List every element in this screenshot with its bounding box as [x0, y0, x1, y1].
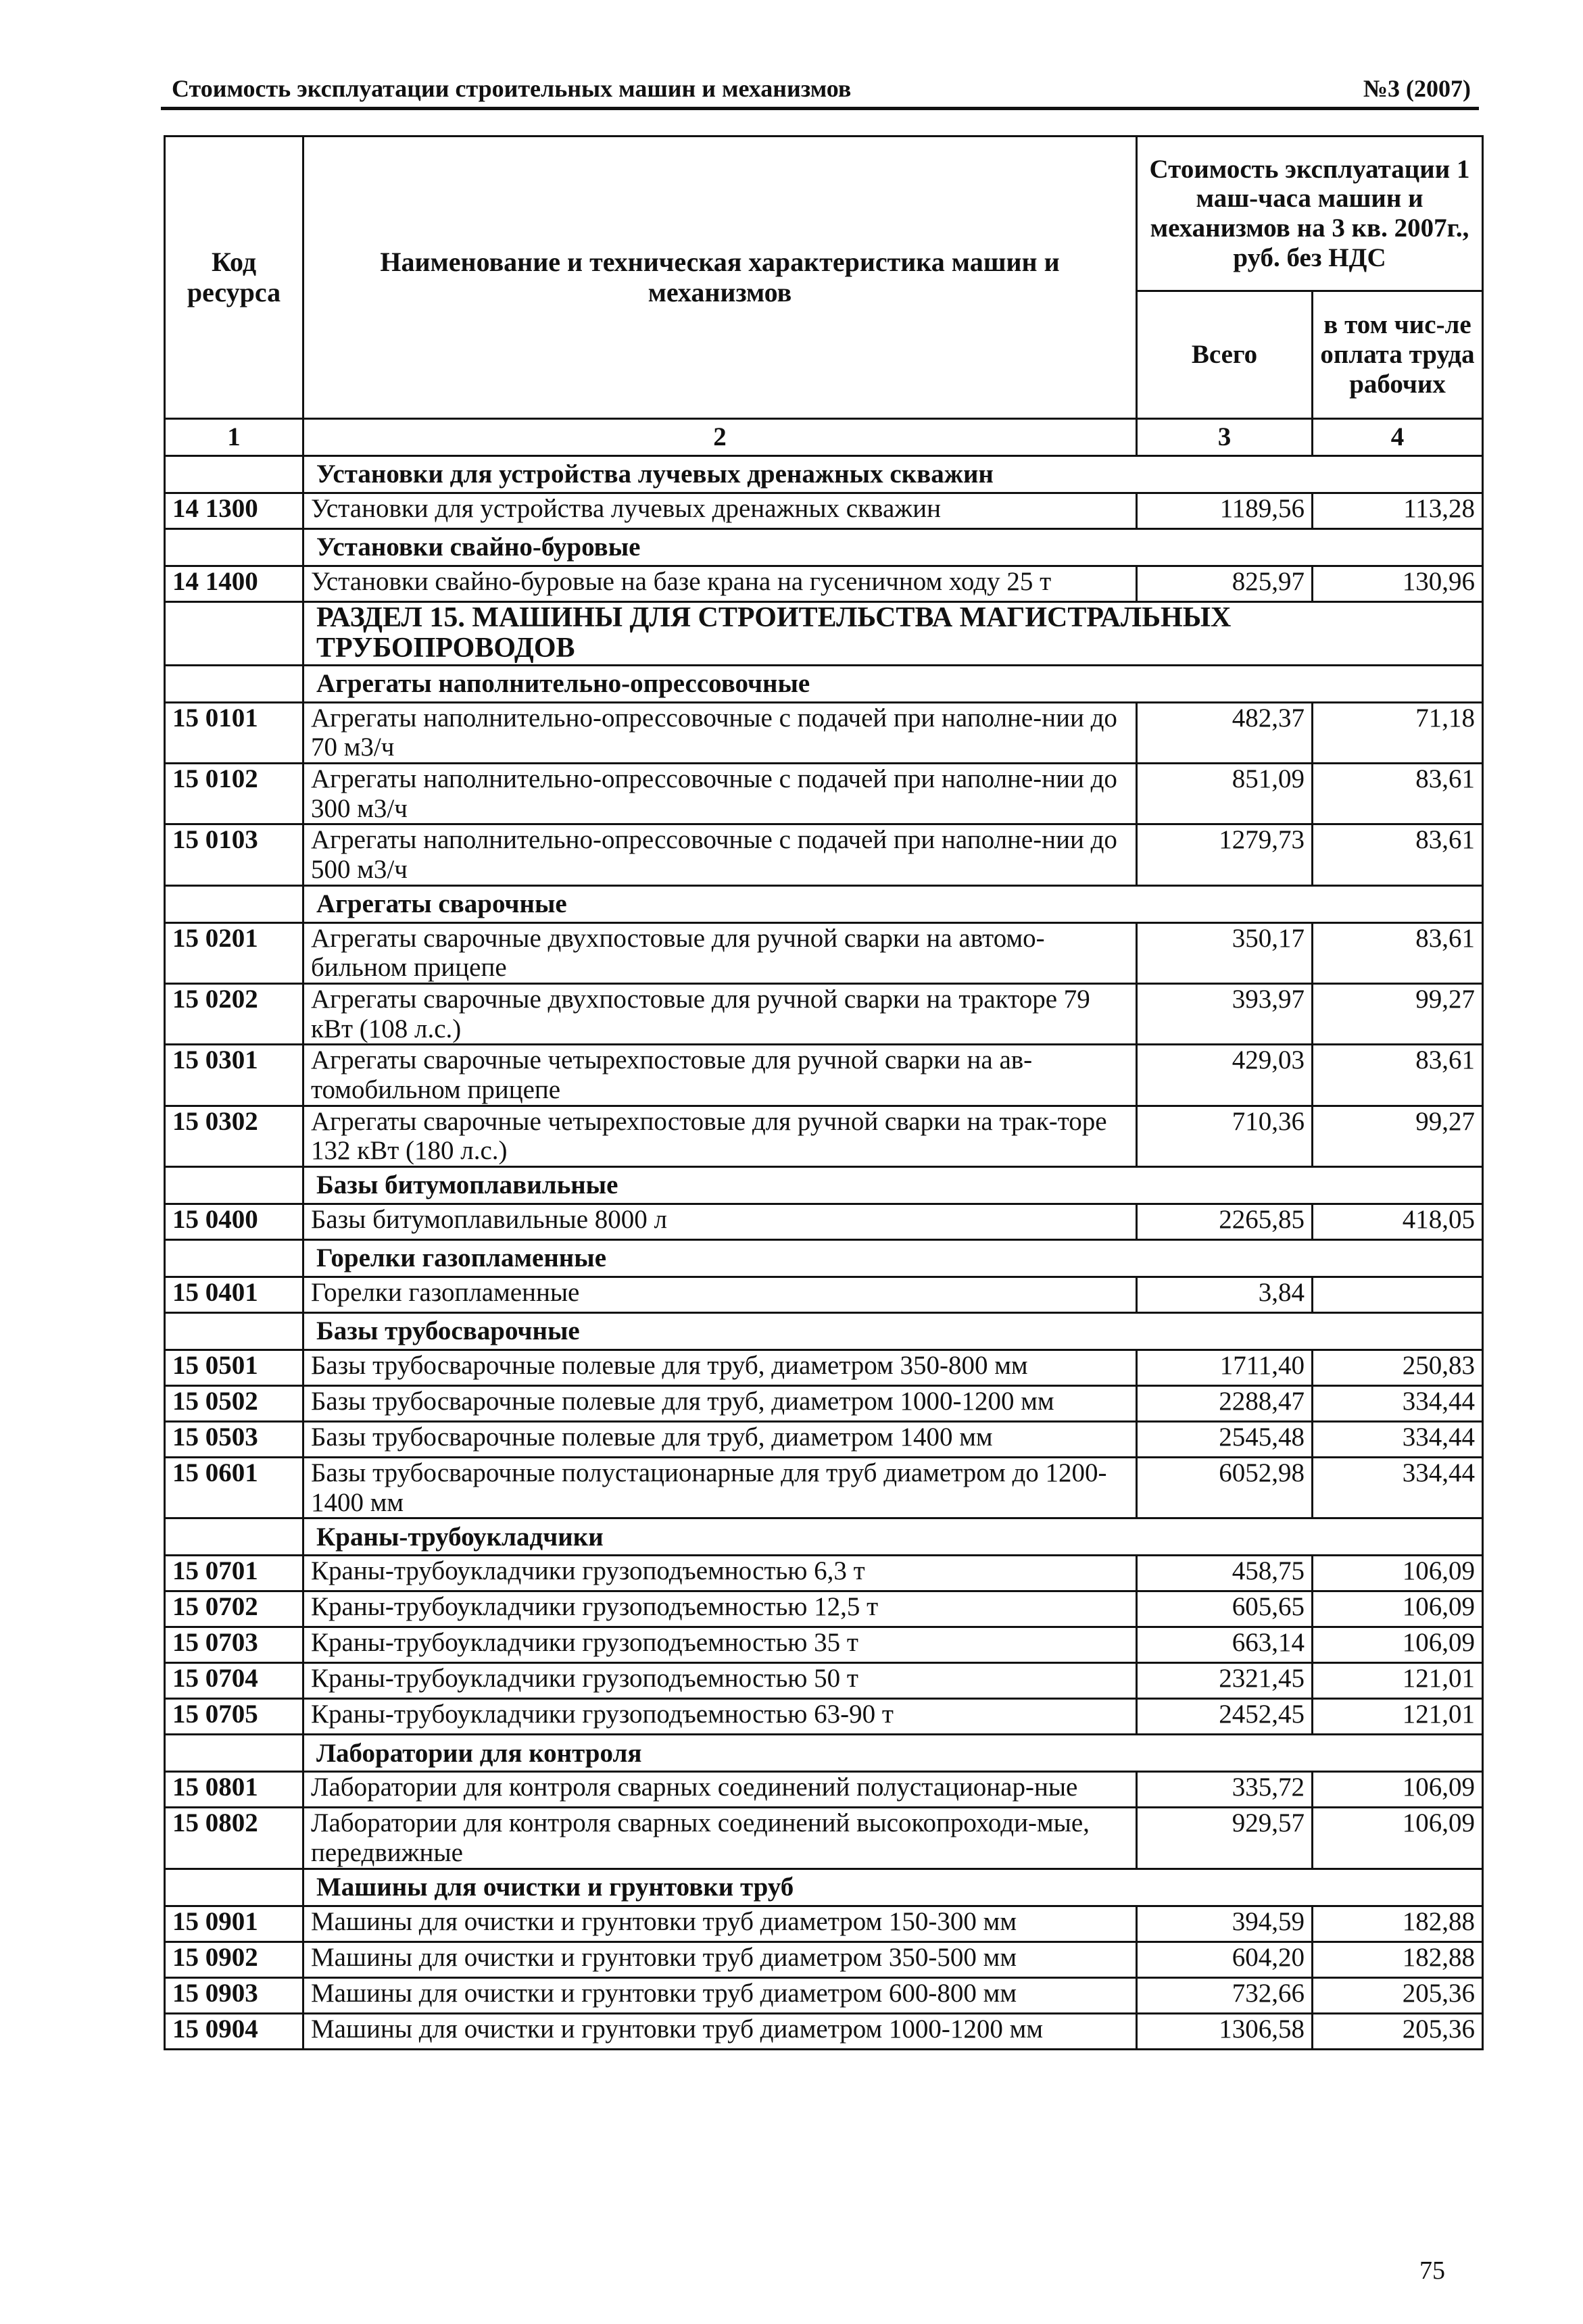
labor-cost — [1313, 1277, 1483, 1313]
table-row — [165, 1386, 1483, 1422]
resource-code: 15 0705 — [165, 1699, 303, 1735]
column-number: 1 — [165, 419, 303, 456]
resource-code: 15 0701 — [165, 1556, 303, 1591]
column-header-cost: Стоимость эксплуатации 1 маш-часа машин и механизмов на 3 кв. 2007г., руб. без НДС — [1137, 137, 1483, 291]
table-row — [165, 493, 1483, 529]
resource-code: 15 0101 — [165, 702, 303, 763]
total-cost: 851,09 — [1137, 764, 1313, 824]
total-cost: 1306,58 — [1137, 2013, 1313, 2049]
total-cost: 393,97 — [1137, 984, 1313, 1045]
labor-cost: 205,36 — [1313, 1977, 1483, 2013]
labor-cost: 83,61 — [1313, 922, 1483, 983]
resource-code: 15 0704 — [165, 1663, 303, 1699]
labor-cost: 106,09 — [1313, 1808, 1483, 1869]
column-header-code: Код ресурса — [165, 137, 303, 419]
total-cost: 429,03 — [1137, 1045, 1313, 1106]
labor-cost: 106,09 — [1313, 1591, 1483, 1627]
column-number-row — [165, 419, 1483, 456]
machine-name: Агрегаты наполнительно-опрессовочные с подачей при наполне-нии до 500 м3/ч — [303, 824, 1137, 885]
labor-cost: 250,83 — [1313, 1350, 1483, 1386]
table-row — [165, 1422, 1483, 1458]
machine-name: Краны-трубоукладчики грузоподъемностью 12,5 т — [303, 1591, 1137, 1627]
labor-cost: 205,36 — [1313, 2013, 1483, 2049]
machine-cost-table — [164, 135, 1484, 2050]
group-heading-row — [165, 1167, 1483, 1204]
empty-code-cell — [165, 1869, 303, 1906]
total-cost: 3,84 — [1137, 1277, 1313, 1313]
table-row — [165, 1556, 1483, 1591]
group-title: Базы битумоплавильные — [303, 1167, 1483, 1204]
table-row — [165, 1350, 1483, 1386]
page-number: 75 — [1419, 2256, 1445, 2285]
resource-code: 15 0201 — [165, 922, 303, 983]
group-heading-row — [165, 1869, 1483, 1906]
machine-name: Агрегаты сварочные четырехпостовые для ручной сварки на трак-торе 132 кВт (180 л.с.) — [303, 1106, 1137, 1166]
machine-name: Агрегаты наполнительно-опрессовочные с подачей при наполне-нии до 70 м3/ч — [303, 702, 1137, 763]
resource-code: 14 1300 — [165, 493, 303, 529]
total-cost: 605,65 — [1137, 1591, 1313, 1627]
machine-name: Базы трубосварочные полевые для труб, диаметром 1400 мм — [303, 1422, 1137, 1458]
group-title: Установки для устройства лучевых дренажных скважин — [303, 456, 1483, 493]
table-row — [165, 566, 1483, 602]
empty-code-cell — [165, 1735, 303, 1772]
group-heading-row — [165, 1313, 1483, 1350]
labor-cost: 83,61 — [1313, 1045, 1483, 1106]
group-heading-row — [165, 456, 1483, 493]
resource-code: 15 0601 — [165, 1458, 303, 1518]
table-row — [165, 984, 1483, 1045]
machine-name: Агрегаты наполнительно-опрессовочные с подачей при наполне-нии до 300 м3/ч — [303, 764, 1137, 824]
machine-name: Машины для очистки и грунтовки труб диаметром 150-300 мм — [303, 1906, 1137, 1942]
machine-name: Машины для очистки и грунтовки труб диаметром 1000-1200 мм — [303, 2013, 1137, 2049]
resource-code: 15 0202 — [165, 984, 303, 1045]
table-row — [165, 764, 1483, 824]
labor-cost: 99,27 — [1313, 984, 1483, 1045]
group-title: Краны-трубоукладчики — [303, 1518, 1483, 1556]
machine-name: Машины для очистки и грунтовки труб диаметром 600-800 мм — [303, 1977, 1137, 2013]
labor-cost: 334,44 — [1313, 1458, 1483, 1518]
machine-name: Краны-трубоукладчики грузоподъемностью 6,3 т — [303, 1556, 1137, 1591]
running-header — [161, 73, 1479, 110]
labor-cost: 334,44 — [1313, 1386, 1483, 1422]
table-row — [165, 1906, 1483, 1942]
empty-code-cell — [165, 602, 303, 666]
labor-cost: 121,01 — [1313, 1699, 1483, 1735]
machine-name: Установки для устройства лучевых дренажных скважин — [303, 493, 1137, 529]
group-title: Лаборатории для контроля — [303, 1735, 1483, 1772]
column-number: 4 — [1313, 419, 1483, 456]
machine-name: Агрегаты сварочные двухпостовые для ручной сварки на тракторе 79 кВт (108 л.с.) — [303, 984, 1137, 1045]
labor-cost: 106,09 — [1313, 1772, 1483, 1808]
group-title: Машины для очистки и грунтовки труб — [303, 1869, 1483, 1906]
labor-cost: 418,05 — [1313, 1204, 1483, 1240]
labor-cost: 106,09 — [1313, 1556, 1483, 1591]
resource-code: 15 0802 — [165, 1808, 303, 1869]
table-row — [165, 1277, 1483, 1313]
table-row — [165, 1591, 1483, 1627]
column-number: 3 — [1137, 419, 1313, 456]
resource-code: 15 0102 — [165, 764, 303, 824]
total-cost: 604,20 — [1137, 1942, 1313, 1977]
labor-cost: 99,27 — [1313, 1106, 1483, 1166]
section-heading-row — [165, 602, 1483, 666]
labor-cost: 113,28 — [1313, 493, 1483, 529]
group-title: Базы трубосварочные — [303, 1313, 1483, 1350]
labor-cost: 130,96 — [1313, 566, 1483, 602]
table-row — [165, 922, 1483, 983]
resource-code: 15 0301 — [165, 1045, 303, 1106]
total-cost: 394,59 — [1137, 1906, 1313, 1942]
group-heading-row — [165, 1240, 1483, 1277]
column-header-name: Наименование и техническая характеристика машин и механизмов — [303, 137, 1137, 419]
machine-name: Краны-трубоукладчики грузоподъемностью 50 т — [303, 1663, 1137, 1699]
machine-name: Установки свайно-буровые на базе крана на гусеничном ходу 25 т — [303, 566, 1137, 602]
group-title: Агрегаты сварочные — [303, 885, 1483, 922]
table-row — [165, 702, 1483, 763]
table-row — [165, 1106, 1483, 1166]
column-number: 2 — [303, 419, 1137, 456]
total-cost: 929,57 — [1137, 1808, 1313, 1869]
empty-code-cell — [165, 1518, 303, 1556]
total-cost: 2288,47 — [1137, 1386, 1313, 1422]
labor-cost: 182,88 — [1313, 1942, 1483, 1977]
group-heading-row — [165, 1735, 1483, 1772]
total-cost: 2321,45 — [1137, 1663, 1313, 1699]
group-heading-row — [165, 665, 1483, 702]
machine-name: Краны-трубоукладчики грузоподъемностью 35 т — [303, 1627, 1137, 1663]
labor-cost: 83,61 — [1313, 764, 1483, 824]
table-body — [165, 456, 1483, 2050]
machine-name: Лаборатории для контроля сварных соединений высокопроходи-мые, передвижные — [303, 1808, 1137, 1869]
table-row — [165, 2013, 1483, 2049]
resource-code: 15 0903 — [165, 1977, 303, 2013]
table-row — [165, 1627, 1483, 1663]
resource-code: 15 0904 — [165, 2013, 303, 2049]
table-row — [165, 1772, 1483, 1808]
empty-code-cell — [165, 456, 303, 493]
resource-code: 15 0501 — [165, 1350, 303, 1386]
table-row — [165, 1977, 1483, 2013]
total-cost: 350,17 — [1137, 922, 1313, 983]
empty-code-cell — [165, 1167, 303, 1204]
header-issue: №3 (2007) — [1363, 75, 1471, 102]
resource-code: 15 0401 — [165, 1277, 303, 1313]
total-cost: 732,66 — [1137, 1977, 1313, 2013]
labor-cost: 106,09 — [1313, 1627, 1483, 1663]
resource-code: 15 0703 — [165, 1627, 303, 1663]
labor-cost: 121,01 — [1313, 1663, 1483, 1699]
table-row — [165, 1699, 1483, 1735]
empty-code-cell — [165, 885, 303, 922]
total-cost: 335,72 — [1137, 1772, 1313, 1808]
resource-code: 15 0302 — [165, 1106, 303, 1166]
resource-code: 15 0901 — [165, 1906, 303, 1942]
group-title: Агрегаты наполнительно-опрессовочные — [303, 665, 1483, 702]
resource-code: 15 0702 — [165, 1591, 303, 1627]
section-title: РАЗДЕЛ 15. МАШИНЫ ДЛЯ СТРОИТЕЛЬСТВА МАГИСТРАЛЬНЫХ ТРУБОПРОВОДОВ — [303, 602, 1483, 666]
group-title: Установки свайно-буровые — [303, 529, 1483, 566]
total-cost: 1279,73 — [1137, 824, 1313, 885]
group-title: Горелки газопламенные — [303, 1240, 1483, 1277]
resource-code: 15 0103 — [165, 824, 303, 885]
machine-name: Машины для очистки и грунтовки труб диаметром 350-500 мм — [303, 1942, 1137, 1977]
table-row — [165, 1204, 1483, 1240]
group-heading-row — [165, 529, 1483, 566]
machine-name: Лаборатории для контроля сварных соединений полустационар-ные — [303, 1772, 1137, 1808]
resource-code: 14 1400 — [165, 566, 303, 602]
empty-code-cell — [165, 1313, 303, 1350]
total-cost: 663,14 — [1137, 1627, 1313, 1663]
machine-name: Горелки газопламенные — [303, 1277, 1137, 1313]
header-title: Стоимость эксплуатации строительных машин и механизмов — [172, 75, 852, 102]
total-cost: 482,37 — [1137, 702, 1313, 763]
total-cost: 458,75 — [1137, 1556, 1313, 1591]
empty-code-cell — [165, 1240, 303, 1277]
resource-code: 15 0400 — [165, 1204, 303, 1240]
resource-code: 15 0502 — [165, 1386, 303, 1422]
group-heading-row — [165, 885, 1483, 922]
table-row — [165, 824, 1483, 885]
total-cost: 710,36 — [1137, 1106, 1313, 1166]
labor-cost: 71,18 — [1313, 702, 1483, 763]
column-header-total: Всего — [1137, 291, 1313, 419]
empty-code-cell — [165, 529, 303, 566]
machine-name: Агрегаты сварочные двухпостовые для ручной сварки на автомо-бильном прицепе — [303, 922, 1137, 983]
machine-name: Базы трубосварочные полевые для труб, диаметром 1000-1200 мм — [303, 1386, 1137, 1422]
machine-name: Агрегаты сварочные четырехпостовые для ручной сварки на ав-томобильном прицепе — [303, 1045, 1137, 1106]
total-cost: 2545,48 — [1137, 1422, 1313, 1458]
table-row — [165, 1808, 1483, 1869]
machine-name: Краны-трубоукладчики грузоподъемностью 63-90 т — [303, 1699, 1137, 1735]
column-header-labor: в том чис-ле оплата труда рабочих — [1313, 291, 1483, 419]
resource-code: 15 0902 — [165, 1942, 303, 1977]
resource-code: 15 0801 — [165, 1772, 303, 1808]
table-row — [165, 1458, 1483, 1518]
table-row — [165, 1663, 1483, 1699]
labor-cost: 182,88 — [1313, 1906, 1483, 1942]
total-cost: 2452,45 — [1137, 1699, 1313, 1735]
total-cost: 1711,40 — [1137, 1350, 1313, 1386]
machine-name: Базы битумоплавильные 8000 л — [303, 1204, 1137, 1240]
table-row — [165, 1942, 1483, 1977]
labor-cost: 334,44 — [1313, 1422, 1483, 1458]
total-cost: 2265,85 — [1137, 1204, 1313, 1240]
machine-name: Базы трубосварочные полевые для труб, диаметром 350-800 мм — [303, 1350, 1137, 1386]
table-row — [165, 1045, 1483, 1106]
labor-cost: 83,61 — [1313, 824, 1483, 885]
machine-name: Базы трубосварочные полустационарные для труб диаметром до 1200-1400 мм — [303, 1458, 1137, 1518]
total-cost: 6052,98 — [1137, 1458, 1313, 1518]
resource-code: 15 0503 — [165, 1422, 303, 1458]
total-cost: 825,97 — [1137, 566, 1313, 602]
empty-code-cell — [165, 665, 303, 702]
group-heading-row — [165, 1518, 1483, 1556]
total-cost: 1189,56 — [1137, 493, 1313, 529]
